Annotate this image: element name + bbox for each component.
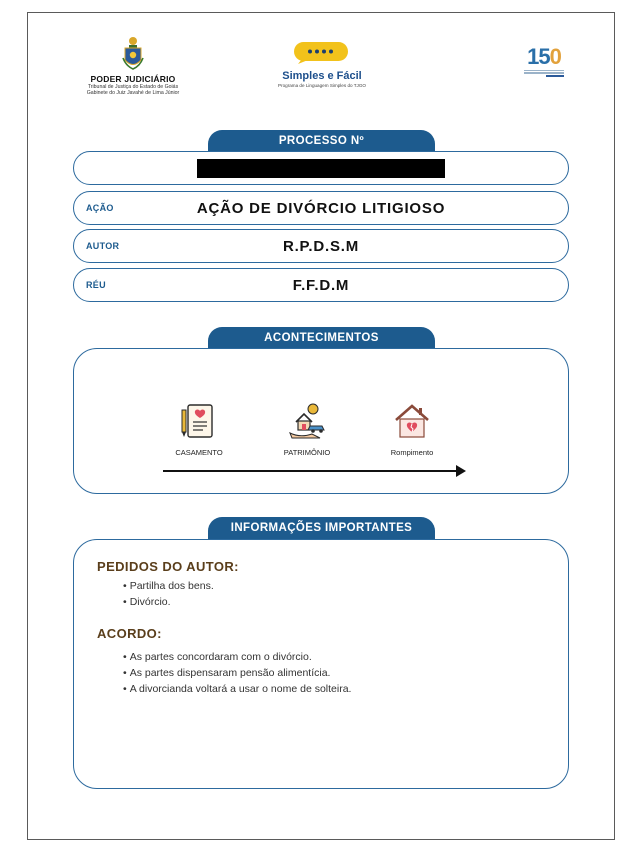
timeline-line (163, 470, 461, 472)
list-item: • As partes dispensaram pensão alimentícia. (123, 665, 351, 681)
field-value: AÇÃO DE DIVÓRCIO LITIGIOSO (196, 199, 446, 217)
logo-decoration (518, 70, 570, 77)
pedidos-title: PEDIDOS DO AUTOR: (97, 559, 239, 574)
assets-house-car-icon (286, 402, 328, 442)
event-label: PATRIMÔNIO (283, 448, 331, 457)
processo-number-box (73, 151, 569, 185)
program-title: Simples e Fácil (282, 70, 362, 82)
processo-heading: PROCESSO Nº (208, 130, 435, 152)
broken-heart-house-icon (391, 402, 433, 442)
timeline-arrow-icon (456, 465, 466, 477)
field-value: F.F.D.M (292, 276, 350, 294)
field-value: R.P.D.S.M (282, 237, 360, 255)
field-acao (73, 191, 569, 225)
program-logo (266, 42, 378, 88)
field-reu (73, 268, 569, 302)
pedidos-list (123, 578, 214, 610)
list-item: • Divórcio. (123, 594, 214, 610)
acontecimentos-heading: ACONTECIMENTOS (208, 327, 435, 349)
court-subtitle-1: Tribunal de Justiça do Estado de Goiás (87, 84, 179, 90)
court-title: PODER JUDICIÁRIO (90, 74, 176, 84)
court-subtitle-2: Gabinete do Juiz Javahé de Lima Júnior (86, 90, 180, 97)
informacoes-heading: INFORMAÇÕES IMPORTANTES (208, 517, 435, 539)
acordo-title: ACORDO: (97, 626, 162, 641)
field-autor (73, 229, 569, 263)
list-item: • A divorcianda voltará a usar o nome de solteira. (123, 681, 351, 697)
logo-number-suffix: 0 (549, 44, 561, 69)
event-patrimonio (267, 402, 347, 457)
court-header (68, 36, 198, 97)
list-item: • As partes concordaram com o divórcio. (123, 649, 351, 665)
event-rompimento (372, 402, 452, 457)
speech-bubble-icon (294, 42, 350, 64)
redacted-process-number (197, 159, 445, 178)
event-label: CASAMENTO (175, 448, 223, 457)
marriage-certificate-icon (179, 402, 219, 442)
program-subtitle: Programa de Linguagem Simples do TJGO (277, 83, 366, 88)
coat-of-arms-icon (120, 36, 146, 72)
event-label: Rompimento (390, 448, 434, 457)
logo-number-prefix: 15 (527, 44, 550, 69)
event-casamento (159, 402, 239, 457)
acordo-list (123, 649, 351, 697)
list-item: • Partilha dos bens. (123, 578, 214, 594)
field-label: AÇÃO (86, 203, 114, 213)
field-label: RÉU (86, 280, 106, 290)
anniversary-logo (518, 46, 570, 78)
field-label: AUTOR (86, 241, 120, 251)
